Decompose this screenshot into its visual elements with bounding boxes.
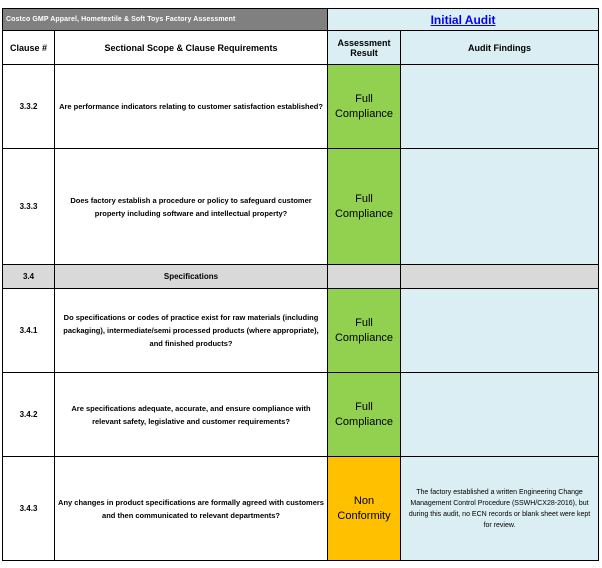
clause-number: 3.4.1 [3,289,55,373]
clause-requirement: Are specifications adequate, accurate, and ensure compliance with relevant safety, legislative and customer requirements? [55,373,328,457]
section-finding-cell [401,265,599,289]
section-row [3,265,599,289]
audit-finding: The factory established a written Engineering Change Management Control Procedure (SSWH/CX28-2016), but during this audit, no ECN records or blank sheet were kept for review. [401,457,599,561]
result-column-header: Assessment Result [328,31,401,65]
clause-number: 3.4.2 [3,373,55,457]
section-title: Specifications [55,265,328,289]
assessment-table [2,8,599,561]
section-clause-number: 3.4 [3,265,55,289]
table-row [3,289,599,373]
title-row [3,9,599,31]
audit-finding [401,289,599,373]
report-title: Costco GMP Apparel, Hometextile & Soft Toys Factory Assessment [3,9,328,31]
section-result-cell [328,265,401,289]
assessment-result: Full Compliance [328,373,401,457]
audit-finding [401,65,599,149]
assessment-result: Non Conformity [328,457,401,561]
table-row [3,149,599,265]
audit-finding [401,149,599,265]
assessment-result: Full Compliance [328,149,401,265]
table-row [3,373,599,457]
scope-column-header: Sectional Scope & Clause Requirements [55,31,328,65]
audit-title: Initial Audit [430,12,496,27]
table-row [3,457,599,561]
assessment-result: Full Compliance [328,65,401,149]
clause-requirement: Any changes in product specifications are formally agreed with customers and then communicated to relevant departments? [55,457,328,561]
clause-requirement: Does factory establish a procedure or policy to safeguard customer property including software and intellectual property? [55,149,328,265]
clause-number: 3.4.3 [3,457,55,561]
table-row [3,65,599,149]
clause-number: 3.3.3 [3,149,55,265]
column-header-row [3,31,599,65]
audit-title-cell [328,9,599,31]
assessment-result: Full Compliance [328,289,401,373]
clause-column-header: Clause # [3,31,55,65]
findings-column-header: Audit Findings [401,31,599,65]
clause-requirement: Do specifications or codes of practice exist for raw materials (including packaging), intermediate/semi processed products (where appropriate), and finished products? [55,289,328,373]
clause-requirement: Are performance indicators relating to customer satisfaction established? [55,65,328,149]
audit-finding [401,373,599,457]
clause-number: 3.3.2 [3,65,55,149]
